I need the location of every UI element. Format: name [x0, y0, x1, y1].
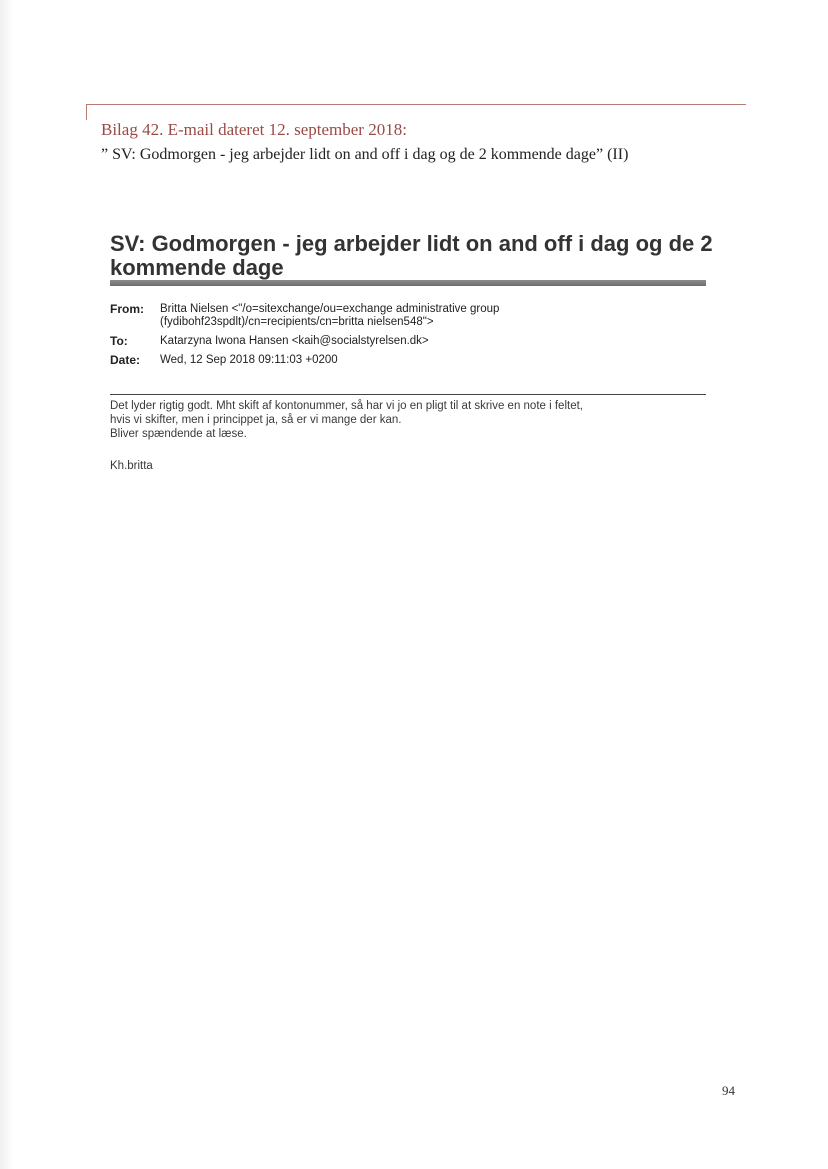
- header-value-from: Britta Nielsen <"/o=sitexchange/ou=exchange administrative group (fydibohf23spdlt)/cn=recipients/cn=britta nielsen548">: [160, 303, 500, 328]
- header-row-from: [110, 303, 560, 329]
- header-divider-line: [110, 394, 706, 395]
- scan-page-edge: [0, 0, 14, 1169]
- appendix-caption-title: Bilag 42. E-mail dateret 12. september 2018:: [101, 120, 407, 139]
- header-row-to: [110, 335, 560, 348]
- appendix-caption-subtitle: ” SV: Godmorgen - jeg arbejder lidt on and off i dag og de 2 kommende dage” (II): [101, 146, 629, 163]
- page-number: 94: [722, 1083, 735, 1098]
- body-line: hvis vi skifter, men i princippet ja, så er vi mange der kan.: [110, 414, 402, 426]
- header-label-to: To:: [110, 334, 128, 348]
- body-line: Bliver spændende at læse.: [110, 428, 247, 440]
- header-value-date: Wed, 12 Sep 2018 09:11:03 +0200: [160, 354, 338, 366]
- body-line: Det lyder rigtig godt. Mht skift af kontonummer, så har vi jo en pligt til at skrive en note i feltet,: [110, 400, 583, 412]
- email-signature: Kh.britta: [110, 460, 153, 472]
- email-header-table: [110, 303, 560, 373]
- caption-rule-vertical: [86, 104, 87, 120]
- subject-divider-bar: [110, 280, 706, 286]
- caption-rule-horizontal: [86, 104, 746, 105]
- header-label-from: From:: [110, 302, 144, 316]
- email-subject: SV: Godmorgen - jeg arbejder lidt on and off i dag og de 2 kommende dage: [110, 231, 713, 280]
- email-body: [110, 399, 710, 441]
- header-value-to: Katarzyna Iwona Hansen <kaih@socialstyrelsen.dk>: [160, 335, 429, 347]
- header-label-date: Date:: [110, 353, 141, 367]
- header-row-date: [110, 354, 560, 367]
